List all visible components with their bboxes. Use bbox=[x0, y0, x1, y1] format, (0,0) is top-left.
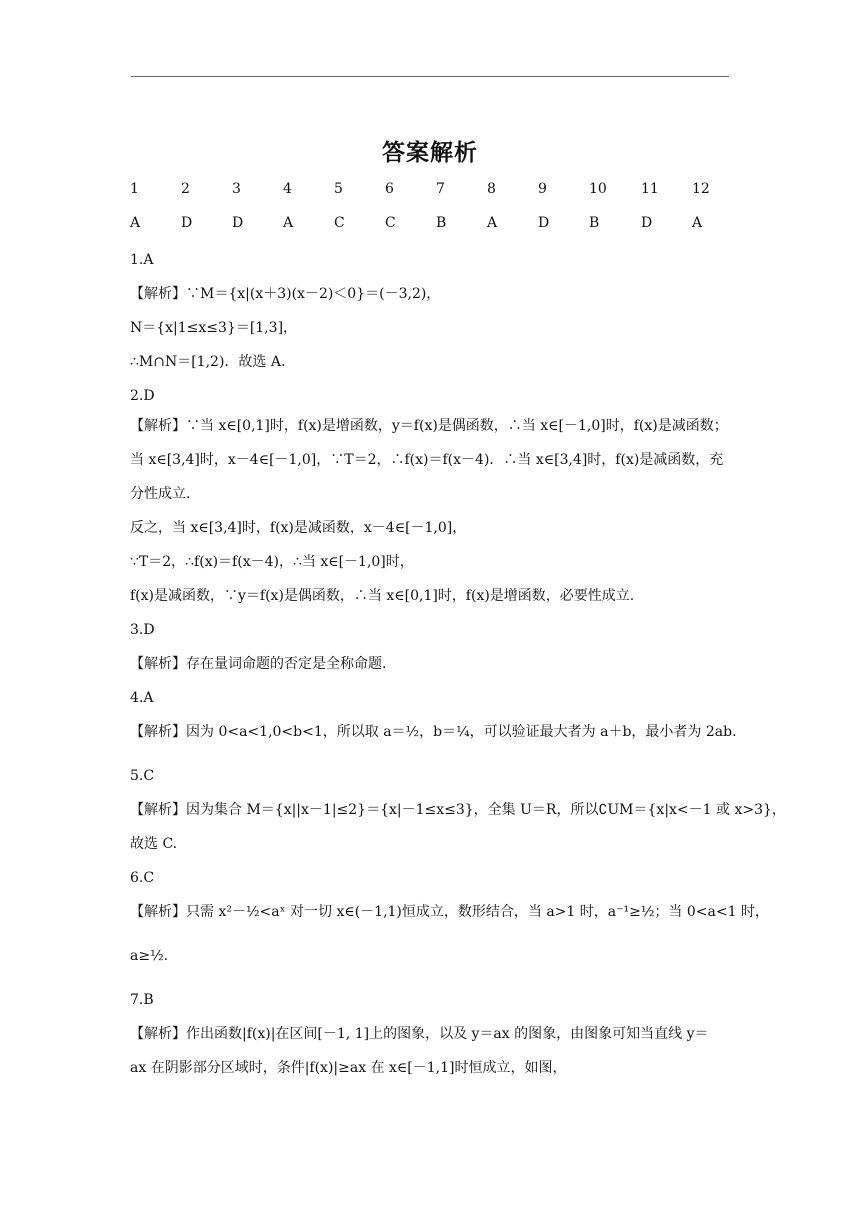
answer-letter: A bbox=[130, 215, 141, 231]
answer-letter: D bbox=[641, 215, 653, 231]
answer-heading: 5.C bbox=[130, 768, 155, 784]
answer-letter: A bbox=[487, 215, 498, 231]
question-number: 1 bbox=[130, 181, 139, 197]
explanation-line: 故选 C. bbox=[130, 836, 178, 852]
answer-letter: B bbox=[436, 215, 447, 231]
explanation-line: ax 在阴影部分区域时，条件|f(x)|≥ax 在 x∈[－1,1]时恒成立，如图， bbox=[130, 1060, 567, 1076]
explanation-line: 【解析】∵M＝{x|(x＋3)(x－2)＜0}＝(－3,2)， bbox=[130, 286, 441, 302]
explanation-line: 【解析】只需 x²－½<aˣ 对一切 x∈(－1,1)恒成立，数形结合，当 a>1 时，a⁻¹≥½；当 0<a<1 时， bbox=[130, 904, 769, 920]
answer-letter: D bbox=[538, 215, 550, 231]
explanation-line: 【解析】存在量词命题的否定是全称命题. bbox=[130, 656, 387, 672]
answer-heading: 4.A bbox=[130, 690, 154, 706]
explanation-line: 【解析】因为 0<a<1,0<b<1，所以取 a＝½，b＝¼，可以验证最大者为 a＋b，最小者为 2ab. bbox=[130, 724, 737, 740]
question-number: 2 bbox=[181, 181, 190, 197]
question-number: 10 bbox=[589, 181, 607, 197]
answer-letter: C bbox=[334, 215, 345, 231]
question-number: 12 bbox=[692, 181, 710, 197]
question-number: 7 bbox=[436, 181, 445, 197]
answer-letter: B bbox=[589, 215, 600, 231]
question-number: 11 bbox=[641, 181, 659, 197]
header-rule bbox=[131, 76, 729, 77]
explanation-line: 【解析】∵当 x∈[0,1]时，f(x)是增函数，y＝f(x)是偶函数，∴当 x∈[－1,0]时，f(x)是减函数； bbox=[130, 418, 728, 434]
answer-letter: A bbox=[692, 215, 703, 231]
explanation-line: f(x)是减函数，∵y＝f(x)是偶函数，∴当 x∈[0,1]时，f(x)是增函数，必要性成立. bbox=[130, 588, 635, 604]
answer-heading: 1.A bbox=[130, 252, 154, 268]
answer-heading: 3.D bbox=[130, 622, 155, 638]
answer-heading: 7.B bbox=[130, 992, 154, 1008]
explanation-line: ∵T＝2，∴f(x)＝f(x－4)，∴当 x∈[－1,0]时， bbox=[130, 554, 414, 570]
explanation-line: 【解析】因为集合 M＝{x||x－1|≤2}＝{x|－1≤x≤3}，全集 U＝R，所以∁UM＝{x|x<－1 或 x>3}， bbox=[130, 802, 786, 818]
question-number: 4 bbox=[283, 181, 292, 197]
explanation-line: 反之，当 x∈[3,4]时，f(x)是减函数，x－4∈[－1,0]， bbox=[130, 520, 467, 536]
answer-letter: D bbox=[232, 215, 244, 231]
explanation-line: 当 x∈[3,4]时，x－4∈[－1,0]，∵T＝2，∴f(x)＝f(x－4)．∴当 x∈[3,4]时，f(x)是减函数，充 bbox=[130, 452, 724, 468]
answer-heading: 6.C bbox=[130, 870, 155, 886]
page-title: 答案解析 bbox=[382, 140, 478, 166]
question-number: 8 bbox=[487, 181, 496, 197]
answer-letter: A bbox=[283, 215, 294, 231]
question-number: 9 bbox=[538, 181, 547, 197]
question-number: 6 bbox=[385, 181, 394, 197]
answer-letter: D bbox=[181, 215, 193, 231]
answer-heading: 2.D bbox=[130, 388, 155, 404]
explanation-line: N＝{x|1≤x≤3}＝[1,3]， bbox=[130, 320, 298, 336]
question-number: 3 bbox=[232, 181, 241, 197]
explanation-line: a≥½. bbox=[130, 948, 169, 964]
explanation-line: ∴M∩N＝[1,2)．故选 A. bbox=[130, 354, 286, 370]
question-number: 5 bbox=[334, 181, 343, 197]
explanation-line: 分性成立. bbox=[130, 486, 191, 502]
answer-letter: C bbox=[385, 215, 396, 231]
explanation-line: 【解析】作出函数|f(x)|在区间[－1, 1]上的图象，以及 y＝ax 的图象，由图象可知当直线 y＝ bbox=[130, 1026, 709, 1042]
